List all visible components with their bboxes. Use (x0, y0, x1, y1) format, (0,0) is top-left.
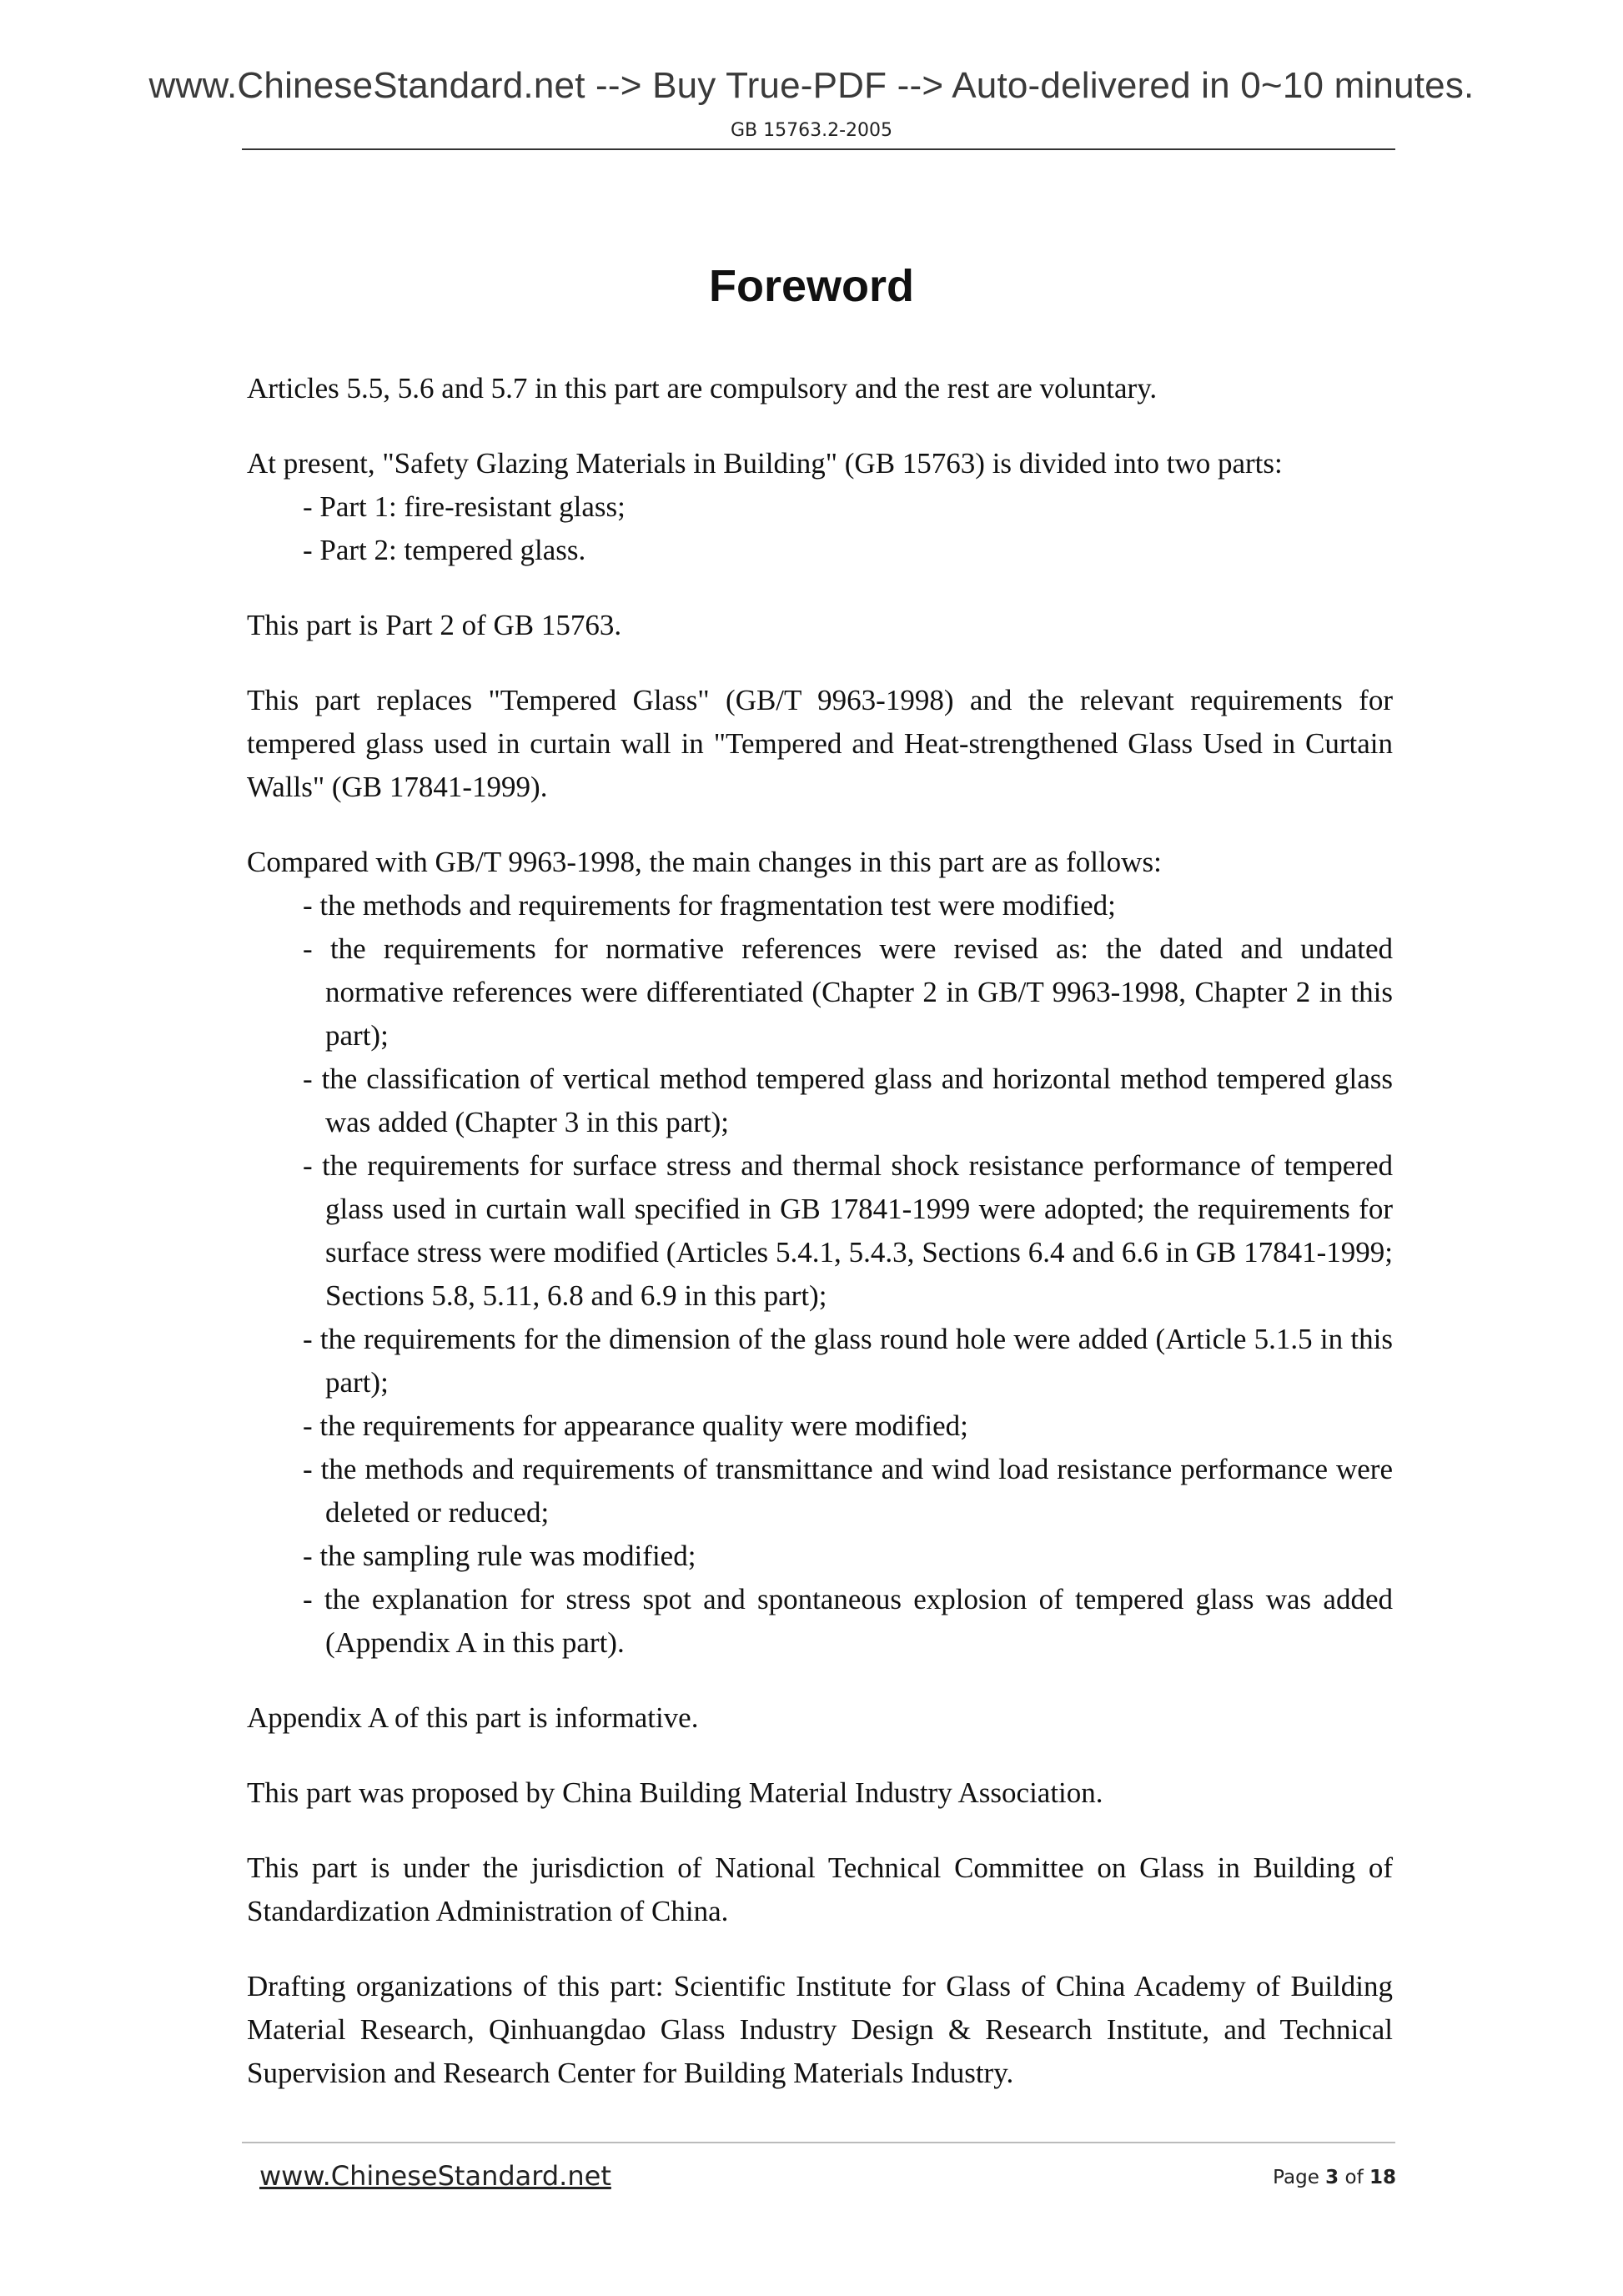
list-item: - Part 2: tempered glass. (303, 534, 586, 566)
site-banner: www.ChineseStandard.net --> Buy True-PDF --> Auto-delivered in 0~10 minutes. (148, 65, 1475, 106)
paragraph-appendix: Appendix A of this part is informative. (247, 1701, 699, 1734)
standard-code: GB 15763.2-2005 (730, 120, 893, 141)
page-number (1273, 2167, 1396, 2188)
list-item: - the requirements for normative references were revised as: the dated and undated normative references were differentiated (Chapter 2 in GB/T 9963-1998, Chapter 2 in this part); (303, 932, 1393, 1052)
header-divider (242, 148, 1395, 150)
page-total: 18 (1369, 2167, 1396, 2188)
list-item: - the methods and requirements of transmittance and wind load resistance performance were deleted or reduced; (303, 1453, 1393, 1529)
paragraph-replaces: This part replaces "Tempered Glass" (GB/T 9963-1998) and the relevant requirements for tempered glass used in curtain wall in "Tempered and Heat-strengthened Glass Used in Curtain Walls" (GB 17841-1999). (247, 684, 1393, 803)
list-item: - the explanation for stress spot and spontaneous explosion of tempered glass was added (Appendix A in this part). (303, 1583, 1393, 1659)
footer-divider (242, 2142, 1395, 2143)
changes-list (247, 884, 1393, 1665)
page-current: 3 (1325, 2167, 1339, 2188)
paragraph-parts-intro: At present, "Safety Glazing Materials in Building" (GB 15763) is divided into two parts: (247, 447, 1283, 480)
document-body (247, 367, 1393, 2127)
paragraph-changes-intro: Compared with GB/T 9963-1998, the main changes in this part are as follows: (247, 846, 1162, 878)
paragraph-drafting-organizations: Drafting organizations of this part: Scientific Institute for Glass of China Academy of Building Material Research, Qinhuangdao Glass Industry Design & Research Institute, and Technical Supervision and Research Center for Building Materials Industry. (247, 1970, 1393, 2089)
paragraph-part-number: This part is Part 2 of GB 15763. (247, 609, 622, 641)
page-word: Page (1273, 2167, 1319, 2188)
list-item: - the requirements for the dimension of the glass round hole were added (Article 5.1.5 in this part); (303, 1323, 1393, 1399)
paragraph-compulsory-articles: Articles 5.5, 5.6 and 5.7 in this part are compulsory and the rest are voluntary. (247, 372, 1158, 404)
page-title: Foreword (708, 261, 914, 311)
list-item: - the requirements for surface stress and thermal shock resistance performance of tempered glass used in curtain wall specified in GB 17841-1999 were adopted; the requirements for surface stress were modified (Articles 5.4.1, 5.4.3, Sections 6.4 and 6.6 in GB 17841-1999; Sections 5.8, 5.11, 6.8 and 6.9 in this part); (303, 1149, 1393, 1312)
paragraph-jurisdiction: This part is under the jurisdiction of National Technical Committee on Glass in Building of Standardization Administration of China. (247, 1851, 1393, 1927)
list-item: - the classification of vertical method tempered glass and horizontal method tempered glass was added (Chapter 3 in this part); (303, 1063, 1393, 1138)
parts-list (247, 485, 1393, 572)
list-item: - the requirements for appearance quality were modified; (303, 1409, 968, 1442)
list-item: - the sampling rule was modified; (303, 1540, 696, 1572)
footer-website-link[interactable]: www.ChineseStandard.net (259, 2160, 611, 2192)
page-of: of (1344, 2167, 1364, 2188)
list-item: - the methods and requirements for fragmentation test were modified; (303, 889, 1116, 922)
paragraph-proposed-by: This part was proposed by China Building Material Industry Association. (247, 1776, 1103, 1809)
list-item: - Part 1: fire-resistant glass; (303, 490, 626, 523)
